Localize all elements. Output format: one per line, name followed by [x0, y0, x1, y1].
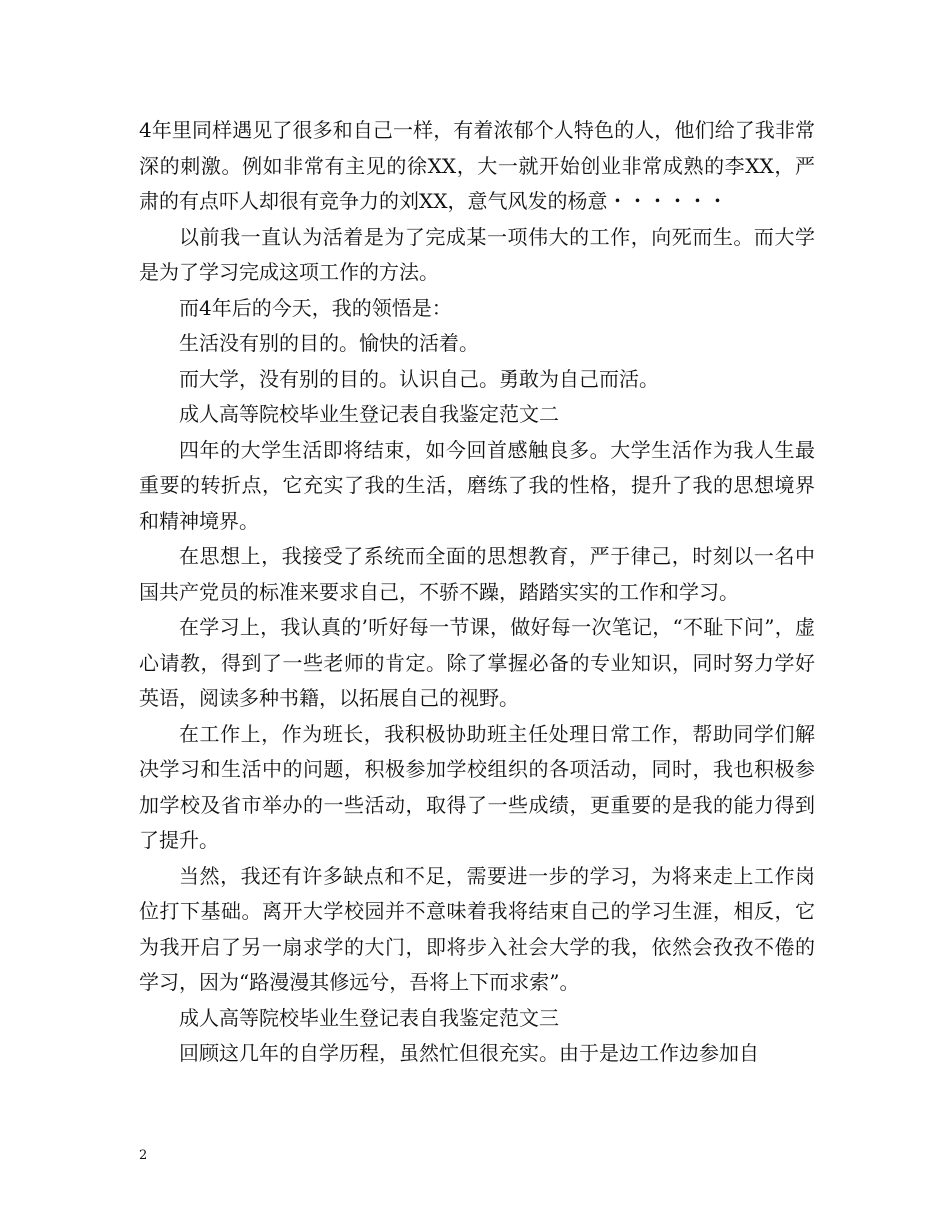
section-heading-2: 成人高等院校毕业生登记表自我鉴定范文二	[179, 402, 559, 426]
paragraph-2: 以前我一直认为活着是为了完成某一项伟大的工作，向死而生。而大学是为了学习完成这项工作的方法。	[139, 224, 815, 284]
paragraph-4: 生活没有别的目的。愉快的活着。	[179, 331, 479, 355]
document-body	[139, 113, 815, 1072]
paragraph-5: 而大学，没有别的目的。认识自己。勇敢为自己而活。	[179, 366, 659, 391]
paragraph-9: 在学习上，我认真的’听好每一节课，做好每一次笔记，“不耻下问”，虚心请教，得到了一些老师的肯定。除了掌握必备的专业知识，同时努力学好英语，阅读多种书籍，以拓展自己的视野。	[139, 615, 815, 710]
paragraph-8: 在思想上，我接受了系统而全面的思想教育，严于律己，时刻以一名中国共产党员的标准来要求自己，不骄不躁，踏踏实实的工作和学习。	[139, 544, 815, 604]
paragraph-10: 在工作上，作为班长，我积极协助班主任处理日常工作，帮助同学们解决学习和生活中的问题，积极参加学校组织的各项活动，同时，我也积极参加学校及省市举办的一些活动，取得了一些成绩，更重要的是我的能力得到了提升。	[139, 721, 815, 852]
paragraph-13: 回顾这几年的自学历程，虽然忙但很充实。由于是边工作边参加自	[179, 1041, 759, 1065]
page-number: 2	[139, 1148, 148, 1163]
paragraph-3: 而4年后的今天，我的领悟是：	[179, 295, 452, 320]
section-heading-3: 成人高等院校毕业生登记表自我鉴定范文三	[179, 1005, 559, 1030]
paragraph-11: 当然，我还有许多缺点和不足，需要进一步的学习，为将来走上工作岗位打下基础。离开大学校园并不意味着我将结束自己的学习生涯，相反，它为我开启了另一扇求学的大门，即将步入社会大学的我，依然会孜孜不倦的学习，因为“路漫漫其修远兮，吾将上下而求索”。	[139, 863, 815, 994]
paragraph-7: 四年的大学生活即将结束，如今回首感触良多。大学生活作为我人生最重要的转折点，它充实了我的生活，磨练了我的性格，提升了我的思想境界和精神境界。	[139, 437, 815, 533]
paragraph-1: 4年里同样遇见了很多和自己一样，有着浓郁个人特色的人，他们给了我非常深的刺激。例如非常有主见的徐XX，大一就开始创业非常成熟的李XX，严肃的有点吓人却很有竞争力的刘XX，意气风发的杨意・・・・・・	[139, 118, 815, 213]
